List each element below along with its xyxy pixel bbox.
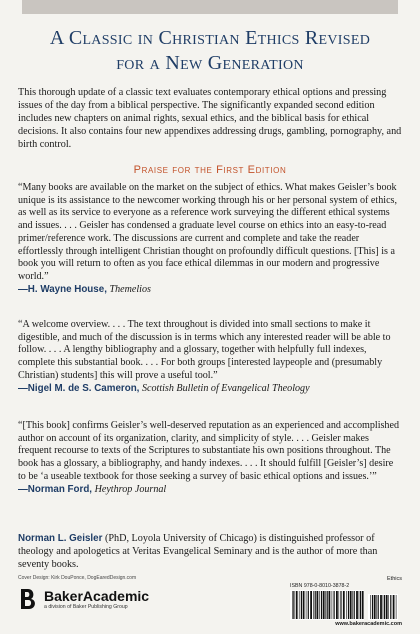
quote-text: “Many books are available on the market on the subject of ethics. What makes Geisler’s book unique is its assistance to the newcomer working through his or her personal system of ethics, as well as its service to everyone as a reference work surveying the different ethical systems and issues. . . . Geisler has condensed a graduate level course on ethics into an easy-to-read primer/reference work. The discussions are current and complete and take the reader effortlessly through intelligent Christian thought on profoundly difficult questions. [This] is a book you will return to often as you face ethical dilemmas in our modern and progressive world.” — [18, 182, 397, 282]
publisher-name: BakerAcademic — [44, 587, 150, 604]
review-publication: Heythrop Journal — [94, 483, 167, 495]
price-barcode — [368, 594, 398, 620]
isbn-text: ISBN 978-0-8010-3878-2 — [290, 583, 350, 589]
praise-heading: Praise for the First Edition — [133, 164, 287, 176]
review-quote — [18, 182, 402, 296]
top-stripe — [22, 0, 398, 14]
review-quote — [18, 420, 402, 496]
quote-attribution — [18, 484, 402, 497]
reviewer-name: —H. Wayne House, — [18, 283, 107, 295]
review-quote — [18, 319, 402, 395]
isbn-barcode — [290, 590, 364, 620]
quote-attribution — [18, 284, 402, 297]
author-bio — [18, 532, 402, 571]
headline-line-1: A Classic in Christian Ethics Revised — [49, 27, 371, 49]
headline-line-2: for a New Generation — [116, 52, 304, 74]
quote-text: “[This book] confirms Geisler’s well-deserved reputation as an experienced and accomplished author on account of its organization, clarity, and simplicity of style. . . . Geisler makes frequent recourse to texts of the Scriptures to substantiate his own positions throughout. The book has a glossary, a bibliography, and handy indexes. . . . It should fulfill [Geisler’s] desire to be ‘a useable textbook for those seeking a survey of basic ethical options and issues.’” — [18, 420, 399, 482]
review-publication: Themelios — [109, 283, 151, 295]
reviewer-name: —Norman Ford, — [18, 483, 93, 495]
author-bio-text: (PhD, Loyola University of Chicago) is distinguished professor of theology and apologetics at Veritas Evangelical Seminary and is the author of more than seventy books. — [18, 533, 378, 570]
category-label: Ethics — [387, 576, 402, 582]
intro-paragraph: This thorough update of a classic text evaluates contemporary ethical options and pressing issues of the day from a biblical perspective. The significantly expanded second edition includes new chapters on animal rights, sexual ethics, and the biblical basis for ethical decisions. It also contains four new appendixes addressing drugs, gambling, pornography, and birth control. — [18, 87, 402, 150]
reviewer-name: —Nigel M. de S. Cameron, — [18, 382, 140, 394]
website-url: www.bakeracademic.com — [335, 621, 402, 627]
publisher-division: a division of Baker Publishing Group — [44, 603, 128, 610]
quote-attribution — [18, 383, 402, 396]
barcode-area — [290, 576, 402, 627]
review-publication: Scottish Bulletin of Evangelical Theology — [141, 382, 310, 394]
cover-credit: Cover Design: Kirk DouPonce, DogEaredDesign.com — [18, 575, 137, 581]
publisher-text — [44, 589, 149, 610]
publisher-logo — [18, 587, 149, 611]
quote-text: “A welcome overview. . . . The text throughout is divided into small sections to make it digestible, and much of the discussion is in terms which any interested reader will be able to follow. . . . A lengthy bibliography and a glossary, together with helpfully full indexes, complete this substantial book. . . . For both groups [interested laypeople and (presumably Christian) students] this will prove a useful tool.” — [18, 319, 391, 381]
baker-logo-icon — [18, 587, 40, 611]
headline — [0, 26, 420, 76]
author-name: Norman L. Geisler — [18, 533, 103, 544]
